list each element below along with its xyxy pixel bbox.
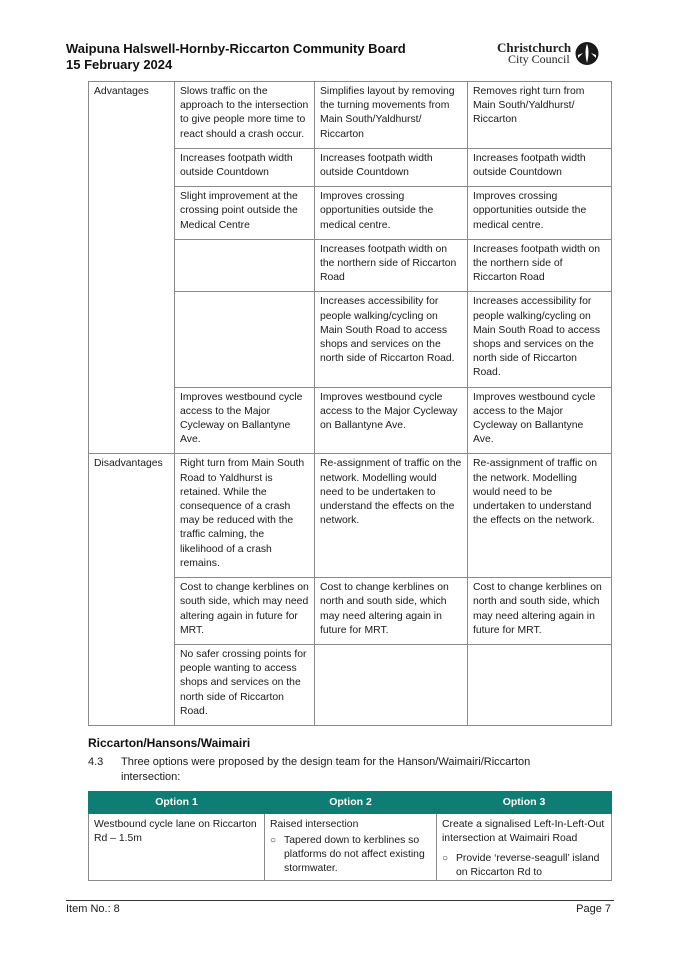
table-cell: Increases footpath width on the northern side of Riccarton Road: [315, 239, 468, 292]
table-cell: Increases accessibility for people walking/cycling on Main South Road to access shops and services on the north side of Riccarton Road.: [315, 292, 468, 387]
option-1-cell: [89, 814, 265, 881]
comparison-table: [88, 81, 612, 726]
table-cell: Improves westbound cycle access to the Major Cycleway on Ballantyne Ave.: [175, 387, 315, 454]
option-2-text: Raised intersection: [270, 819, 359, 830]
table-cell: [175, 292, 315, 387]
table-cell: Cost to change kerblines on north and south side, which may need altering again in future for MRT.: [315, 578, 468, 645]
paragraph-text: Three options were proposed by the design team for the Hanson/Waimairi/Riccarton intersection:: [121, 756, 531, 783]
bullet-text: Provide ‘reverse-seagull’ island on Riccarton Rd to: [456, 853, 600, 878]
option-3-cell: [437, 814, 612, 881]
board-name: Waipuna Halswell-Hornby-Riccarton Community Board: [66, 41, 406, 56]
options-header-row: [89, 792, 612, 814]
disadvantages-label: Disadvantages: [89, 454, 175, 725]
table-cell: Right turn from Main South Road to Yaldhurst is retained. While the consequence of a crash may be reduced with the traffic calming, the likelihood of a crash remains.: [175, 454, 315, 578]
option-1-header: Option 1: [89, 792, 265, 814]
bullet-text: Tapered down to kerblines so platforms do not affect existing stormwater.: [284, 835, 425, 874]
fern-logo-icon: [575, 41, 599, 66]
table-cell: Improves westbound cycle access to the Major Cycleway on Ballantyne Ave.: [468, 387, 612, 454]
table-cell: Slows traffic on the approach to the intersection to give people more time to react should a crash occur.: [175, 82, 315, 149]
table-cell: Increases accessibility for people walking/cycling on Main South Road to access shops and services on the north side of Riccarton Road.: [468, 292, 612, 387]
table-cell: Improves crossing opportunities outside the medical centre.: [315, 187, 468, 240]
table-cell: Increases footpath width outside Countdown: [468, 148, 612, 186]
table-cell: Cost to change kerblines on north and south side, which may need altering again in future for MRT.: [468, 578, 612, 645]
table-cell: [175, 239, 315, 292]
advantages-label: Advantages: [89, 82, 175, 454]
table-cell: [315, 644, 468, 725]
table-cell: [468, 644, 612, 725]
option-2-cell: [265, 814, 437, 881]
table-cell: Improves westbound cycle access to the Major Cycleway on Ballantyne Ave.: [315, 387, 468, 454]
table-cell: Increases footpath width outside Countdown: [175, 148, 315, 186]
table-cell: Re-assignment of traffic on the network. Modelling would need to be undertaken to understand the effects on the network.: [468, 454, 612, 578]
paragraph-number: 4.3: [88, 756, 104, 768]
footer-page-number: Page 7: [576, 903, 611, 915]
meeting-date: 15 February 2024: [66, 57, 173, 72]
table-cell: Slight improvement at the crossing point outside the Medical Centre: [175, 187, 315, 240]
option-3-header: Option 3: [437, 792, 612, 814]
table-cell: Cost to change kerblines on south side, which may need altering again in future for MRT.: [175, 578, 315, 645]
table-cell: Simplifies layout by removing the turning movements from Main South/Yaldhurst/ Riccarton: [315, 82, 468, 149]
option-2-header: Option 2: [265, 792, 437, 814]
options-table: [88, 791, 612, 881]
table-cell: Increases footpath width on the northern side of Riccarton Road: [468, 239, 612, 292]
table-cell: Removes right turn from Main South/Yaldhurst/ Riccarton: [468, 82, 612, 149]
footer-item-number: Item No.: 8: [66, 903, 120, 915]
logo-text-line1: Christchurch: [497, 40, 572, 55]
table-cell: Increases footpath width outside Countdown: [315, 148, 468, 186]
section-heading: Riccarton/Hansons/Waimairi: [88, 736, 251, 750]
footer-divider: [66, 900, 614, 901]
table-row: [89, 454, 612, 578]
table-row: [89, 82, 612, 149]
bullet-circle-icon: ○: [270, 835, 277, 846]
council-logo: [497, 41, 601, 67]
document-header: [66, 41, 406, 73]
table-cell: Improves crossing opportunities outside the medical centre.: [468, 187, 612, 240]
option-3-bullet: [442, 852, 606, 880]
table-row: [89, 814, 612, 881]
table-cell: No safer crossing points for people wanting to access shops and services on the north side of Riccarton Road.: [175, 644, 315, 725]
option-3-text: Create a signalised Left-In-Left-Out intersection at Waimairi Road: [442, 819, 605, 844]
logo-text-line2: City Council: [508, 52, 570, 66]
table-cell: Re-assignment of traffic on the network. Modelling would need to be undertaken to understand the effects on the network.: [315, 454, 468, 578]
option-2-bullet: [270, 834, 431, 876]
bullet-circle-icon: ○: [442, 853, 449, 864]
option-1-text: Westbound cycle lane on Riccarton Rd – 1.5m: [94, 819, 257, 844]
